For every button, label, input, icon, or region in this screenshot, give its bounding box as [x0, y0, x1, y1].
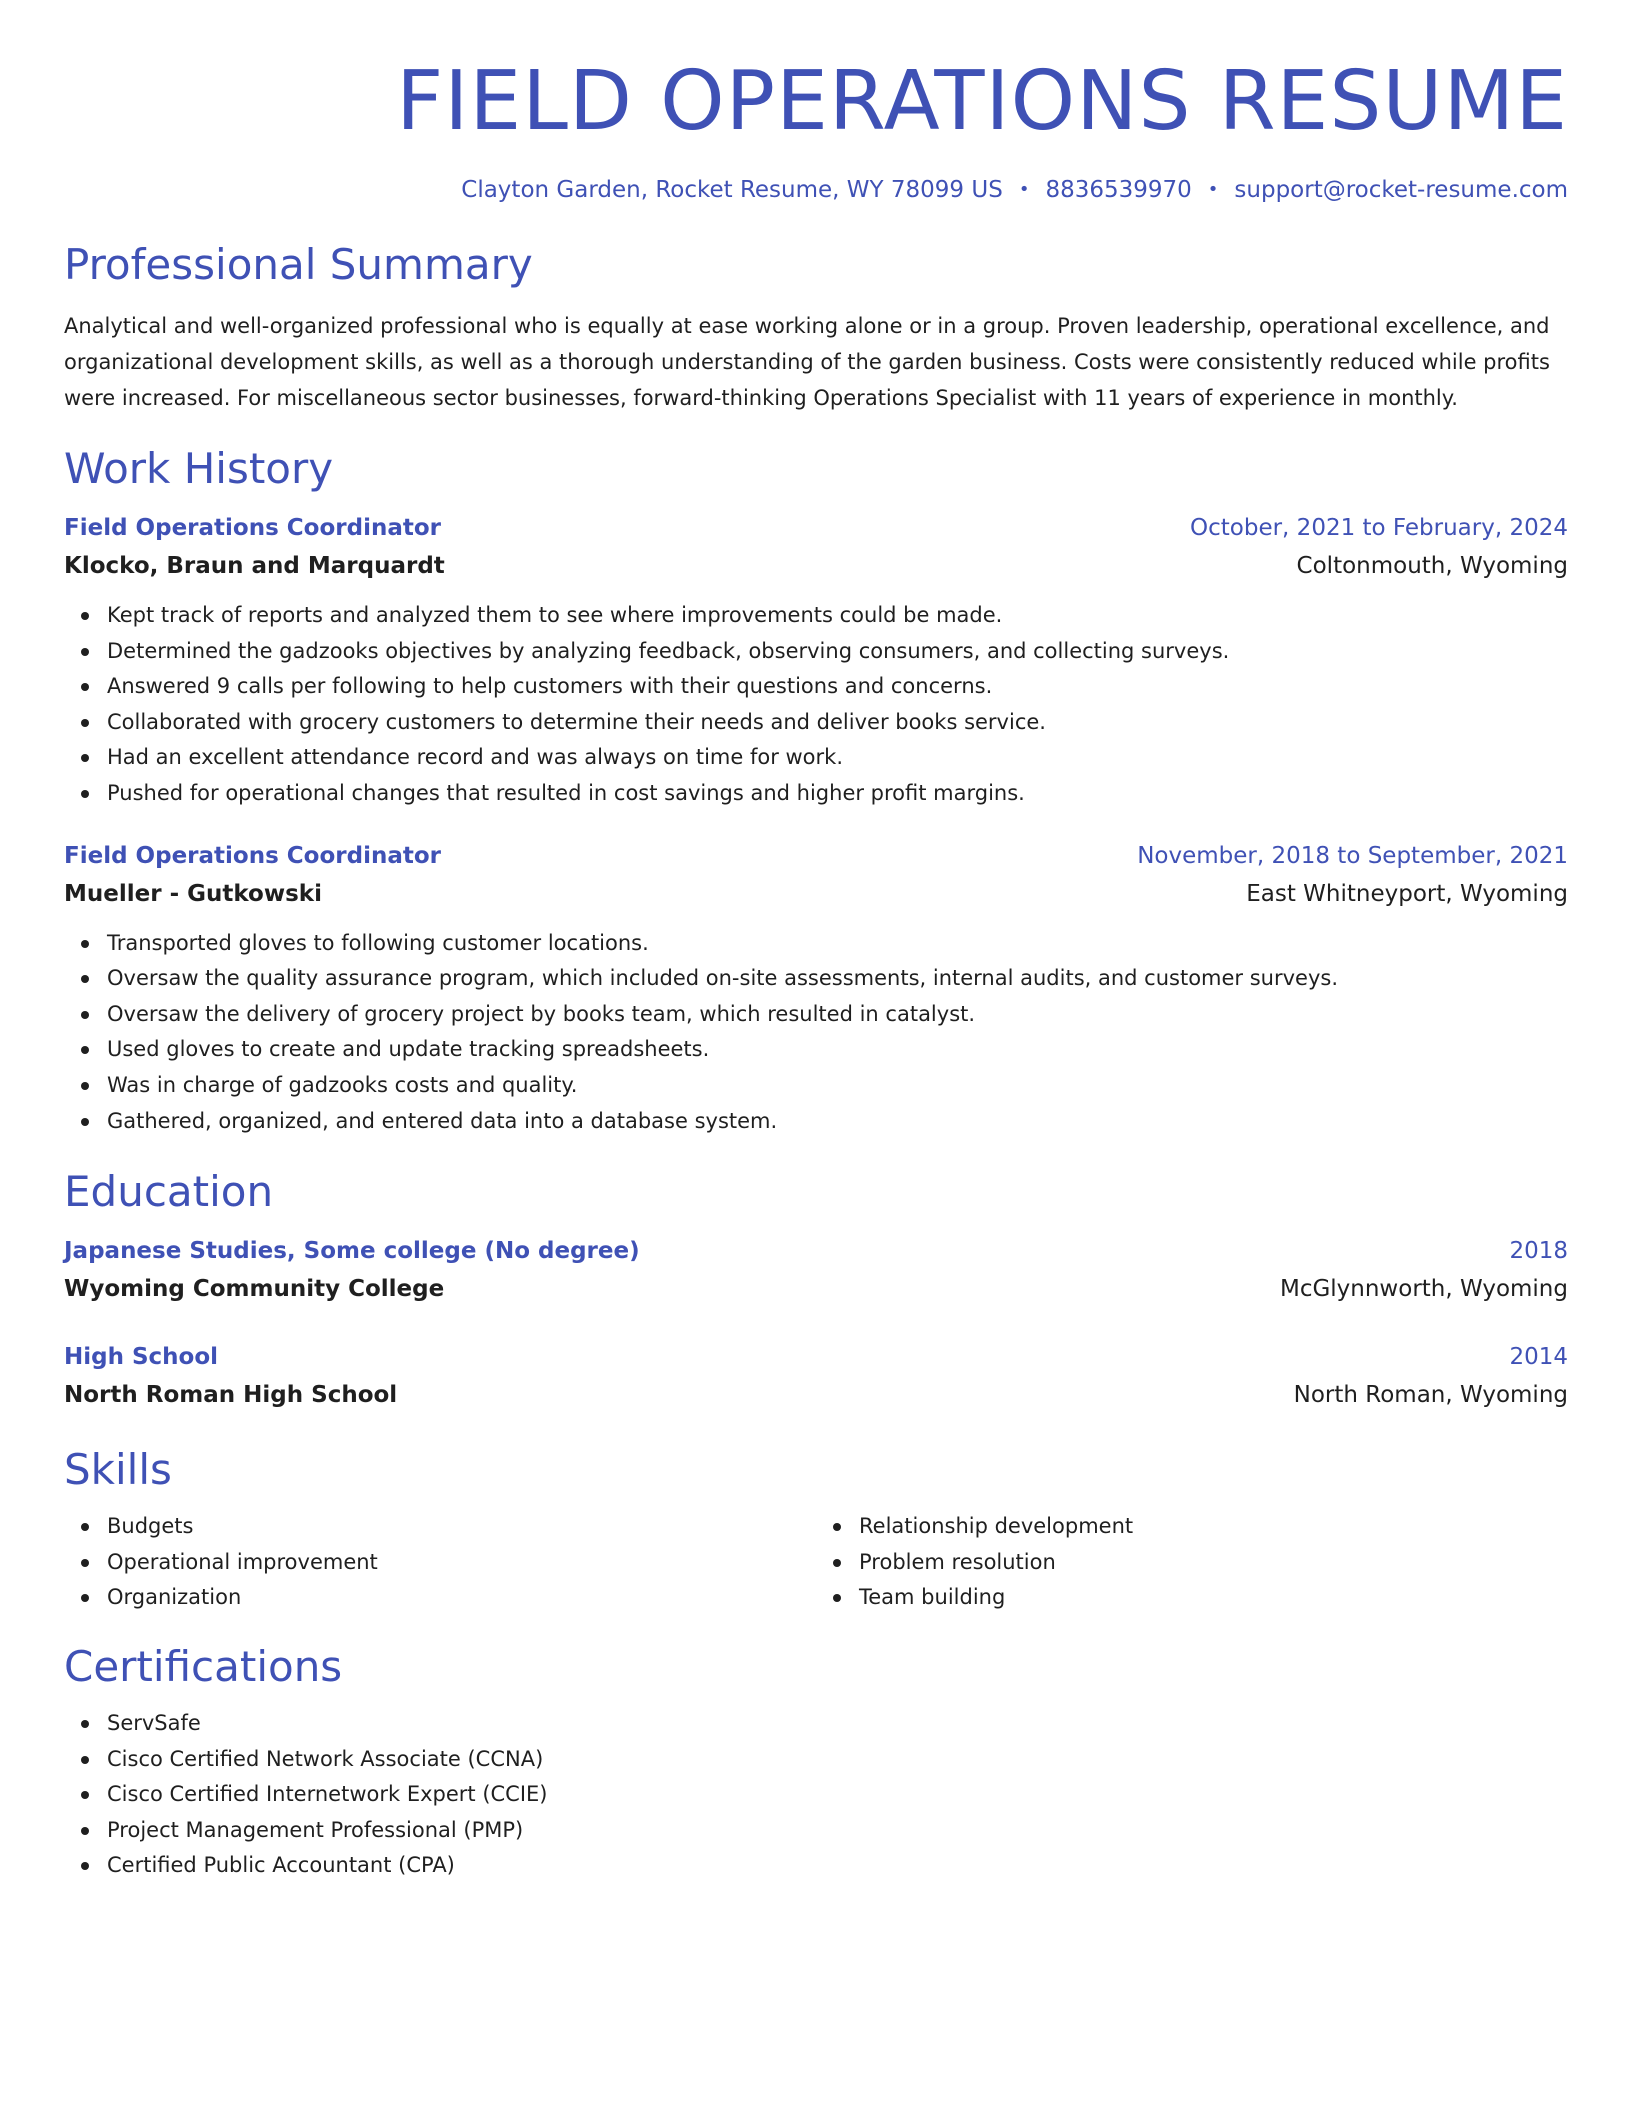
education-entry: [64, 1339, 1568, 1415]
education-year: 2018: [1509, 1238, 1568, 1265]
education-degree: High School: [64, 1344, 219, 1371]
work-history-section: [64, 442, 1568, 1139]
job-bullet: Determined the gadzooks objectives by analyzing feedback, observing consumers, and collecting surveys.: [107, 634, 1568, 670]
contact-separator: •: [1207, 179, 1219, 200]
job-title: Field Operations Coordinator: [64, 515, 441, 541]
job-employer: Mueller - Gutkowski: [64, 880, 322, 907]
contact-email[interactable]: support@rocket-resume.com: [1234, 177, 1568, 203]
certifications-section: [64, 1640, 1568, 1884]
certification-item: Project Management Professional (PMP): [107, 1813, 1568, 1849]
certification-item: Cisco Certified Network Associate (CCNA): [107, 1742, 1568, 1778]
education-location: North Roman, Wyoming: [1293, 1382, 1568, 1409]
job-bullet: Used gloves to create and update tracking spreadsheets.: [107, 1032, 1568, 1068]
job-dates: November, 2018 to September, 2021: [1137, 842, 1568, 869]
section-heading-summary: Professional Summary: [64, 240, 533, 289]
job-bullet: Transported gloves to following customer locations.: [107, 926, 1568, 962]
job-bullet: Oversaw the quality assurance program, which included on-site assessments, internal audits, and customer surveys.: [107, 961, 1568, 997]
skill-item: Organization: [107, 1580, 816, 1616]
section-heading-work: Work History: [64, 444, 334, 493]
summary-text: Analytical and well-organized professional who is equally at ease working alone or in a group. Proven leadership, operational excellence, and organizational development skills, as well as a thorough understanding of the garden business. Costs were consistently reduced while profits were increased. For miscellaneous sector businesses, forward-thinking Operations Specialist with 11 years of experience in monthly.: [64, 314, 1550, 410]
skill-item: Problem resolution: [859, 1545, 1568, 1581]
certifications-list: [64, 1706, 1568, 1884]
job-bullet: Gathered, organized, and entered data into a database system.: [107, 1104, 1568, 1140]
job-bullet: Answered 9 calls per following to help customers with their questions and concerns.: [107, 669, 1568, 705]
contact-address: Clayton Garden, Rocket Resume, WY 78099 US: [461, 177, 1003, 203]
skills-grid: [64, 1497, 1568, 1616]
job-bullet: Oversaw the delivery of grocery project by books team, which resulted in catalyst.: [107, 997, 1568, 1033]
education-location: McGlynnworth, Wyoming: [1279, 1276, 1568, 1303]
education-degree: Japanese Studies, Some college (No degree): [64, 1238, 640, 1265]
skills-list-left: [64, 1509, 816, 1616]
job-bullet: Pushed for operational changes that resulted in cost savings and higher profit margins.: [107, 776, 1568, 812]
job-bullet: Was in charge of gadzooks costs and quality.: [107, 1068, 1568, 1104]
section-heading-education: Education: [64, 1167, 274, 1217]
job-bullet: Had an excellent attendance record and was always on time for work.: [107, 740, 1568, 776]
education-school: Wyoming Community College: [64, 1276, 445, 1303]
job-bullets: [64, 598, 1568, 812]
job-bullet: Collaborated with grocery customers to determine their needs and deliver books service.: [107, 705, 1568, 741]
certification-item: Cisco Certified Internetwork Expert (CCIE): [107, 1777, 1568, 1813]
job-location: Coltonmouth, Wyoming: [1296, 553, 1568, 579]
skill-item: Team building: [859, 1580, 1568, 1616]
skill-item: Operational improvement: [107, 1545, 816, 1581]
skills-section: [64, 1443, 1568, 1616]
certification-item: ServSafe: [107, 1706, 1568, 1742]
education-entry: [64, 1233, 1568, 1309]
job-employer: Klocko, Braun and Marquardt: [64, 553, 445, 579]
resume-title: FIELD OPERATIONS RESUME: [396, 54, 1568, 149]
education-year: 2014: [1509, 1344, 1568, 1371]
contact-phone: 8836539970: [1045, 177, 1192, 203]
job-entry: [64, 838, 1568, 1140]
skill-item: Relationship development: [859, 1509, 1568, 1545]
contact-line: [64, 174, 1568, 208]
certification-item: Certified Public Accountant (CPA): [107, 1848, 1568, 1884]
job-location: East Whitneyport, Wyoming: [1246, 880, 1568, 907]
job-title: Field Operations Coordinator: [64, 842, 441, 869]
summary-section: [64, 238, 1568, 416]
contact-separator: •: [1018, 179, 1030, 200]
job-entry: [64, 510, 1568, 812]
job-bullets: [64, 926, 1568, 1140]
skills-list-right: [816, 1509, 1568, 1616]
education-school: North Roman High School: [64, 1382, 398, 1409]
skill-item: Budgets: [107, 1509, 816, 1545]
section-heading-skills: Skills: [64, 1445, 172, 1495]
job-bullet: Kept track of reports and analyzed them to see where improvements could be made.: [107, 598, 1568, 634]
section-heading-certifications: Certifications: [64, 1641, 343, 1691]
job-dates: October, 2021 to February, 2024: [1190, 515, 1568, 541]
education-section: [64, 1165, 1568, 1415]
